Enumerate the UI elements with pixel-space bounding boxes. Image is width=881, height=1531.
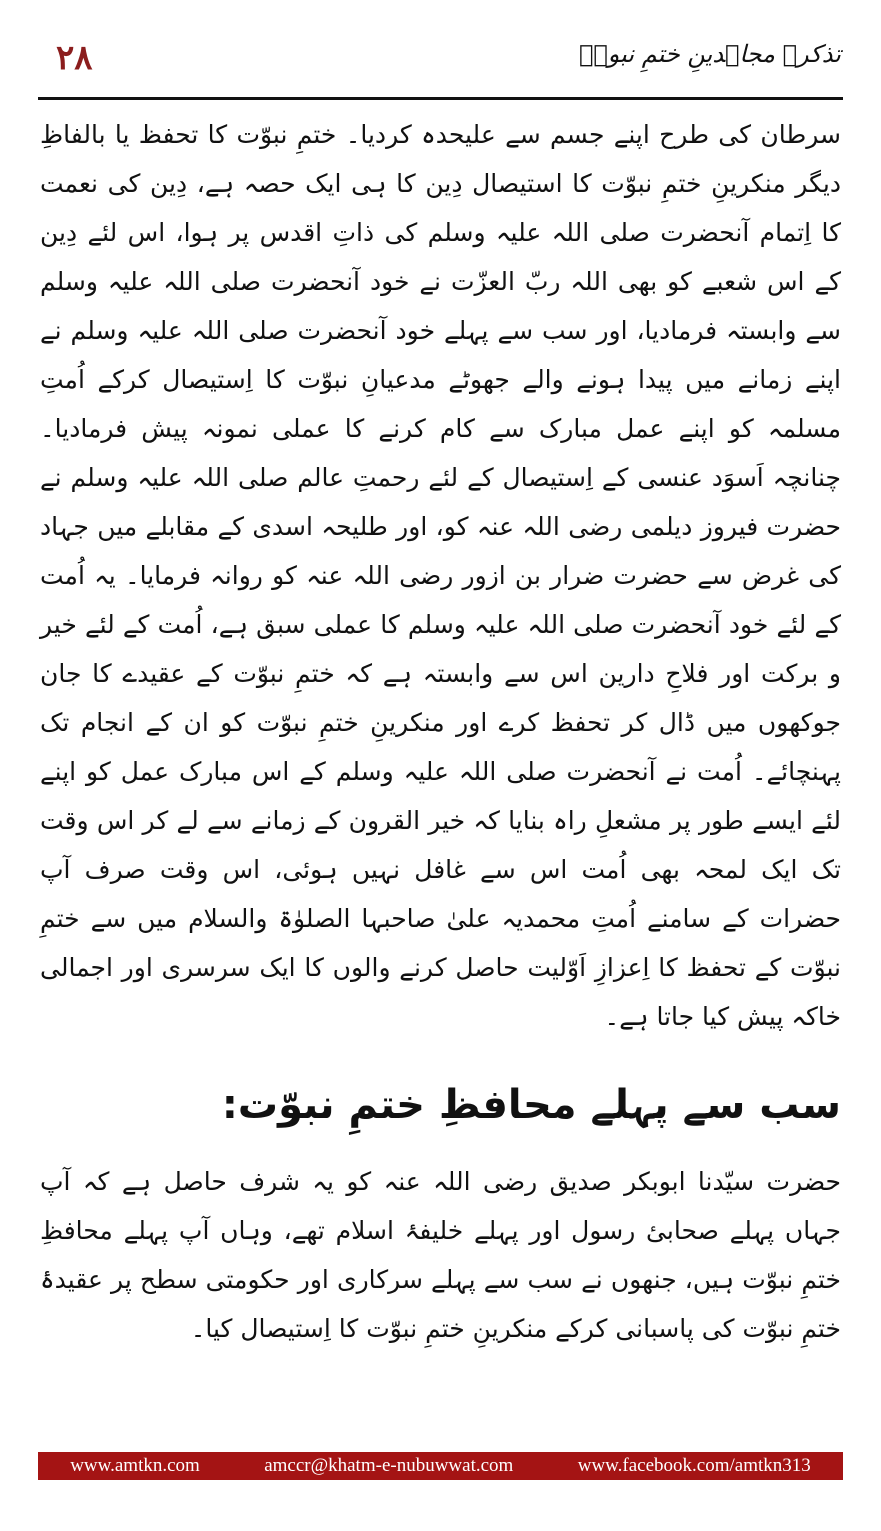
section-heading: سب سے پہلے محافظِ ختمِ نبوّت:: [221, 1082, 841, 1128]
paragraph-1: سرطان کی طرح اپنے جسم سے علیحدہ کردیا۔ ختمِ نبوّت کا تحفظ یا بالفاظِ دیگر منکرینِ ختمِ نبوّت کا استیصال دِین کا ہی ایک حصہ ہے، دِین کی نعمت کا اِتمام آنحضرت صلی اللہ علیہ وسلم کی ذاتِ اقدس پر ہوا، اس لئے دِین کے اس شعبے کو بھی اللہ ربّ العزّت نے خود آنحضرت صلی اللہ علیہ وسلم سے وابستہ فرمادیا، اور سب سے پہلے خود آنحضرت صلی اللہ علیہ وسلم نے اپنے زمانے میں پیدا ہونے والے جھوٹے مدعیانِ نبوّت کا اِستیصال کرکے اُمتِ مسلمہ کو اپنے عمل مبارک سے کام کرنے کا عملی نمونہ پیش فرمادیا۔ چنانچہ اَسوَد عنسی کے اِستیصال کے لئے رحمتِ عالم صلی اللہ علیہ وسلم نے حضرت فیروز دیلمی رضی اللہ عنہ کو، اور طلیحہ اسدی کے مقابلے میں جہاد کی غرض سے حضرت ضرار بن ازور رضی اللہ عنہ کو روانہ فرمایا۔ یہ اُمت کے لئے خود آنحضرت صلی اللہ علیہ وسلم کا عملی سبق ہے، اُمت کے لئے خیر و برکت اور فلاحِ دارین اس سے وابستہ ہے کہ ختمِ نبوّت کے عقیدے کا جان جوکھوں میں ڈال کر تحفظ کرے اور منکرینِ ختمِ نبوّت کو ان کے انجام تک پہنچائے۔ اُمت نے آنحضرت صلی اللہ علیہ وسلم کے اس مبارک عمل کو اپنے لئے ایسے طور پر مشعلِ راہ بنایا کہ خیر القرون کے زمانے سے لے کر اس وقت تک ایک لمحہ بھی اُمت اس سے غافل نہیں ہوئی، اس وقت صرف آپ حضرات کے سامنے اُمتِ محمدیہ علیٰ صاحبہا الصلوٰۃ والسلام میں سے ختمِ نبوّت کے تحفظ کا اِعزازِ اَوّلیت حاصل کرنے والوں کا ایک سرسری اور اجمالی خاکہ پیش کیا جاتا ہے۔: [40, 120, 841, 1031]
website-link[interactable]: www.amtkn.com: [70, 1455, 200, 1476]
email-link[interactable]: amccr@khatm-e-nubuwwat.com: [264, 1455, 514, 1476]
paragraph-2: حضرت سیّدنا ابوبکر صدیق رضی اللہ عنہ کو یہ شرف حاصل ہے کہ آپ جہاں پہلے صحابیٔ رسول اور پہلے خلیفۂ اسلام تھے، وہاں آپ پہلے محافظِ ختمِ نبوّت ہیں، جنھوں نے سب سے پہلے سرکاری اور حکومتی سطح پر عقیدۂ ختمِ نبوّت کی پاسبانی کرکے منکرینِ ختمِ نبوّت کا اِستیصال کیا۔: [40, 1167, 841, 1343]
facebook-link[interactable]: www.facebook.com/amtkn313: [577, 1455, 811, 1476]
header-divider: [38, 97, 843, 100]
page-number: ۲۸: [56, 38, 93, 78]
page-body: [40, 110, 841, 1353]
footer-bar: [38, 1452, 843, 1480]
running-title: تذکرہ مجاہدینِ ختمِ نبوتؐ: [578, 40, 841, 68]
